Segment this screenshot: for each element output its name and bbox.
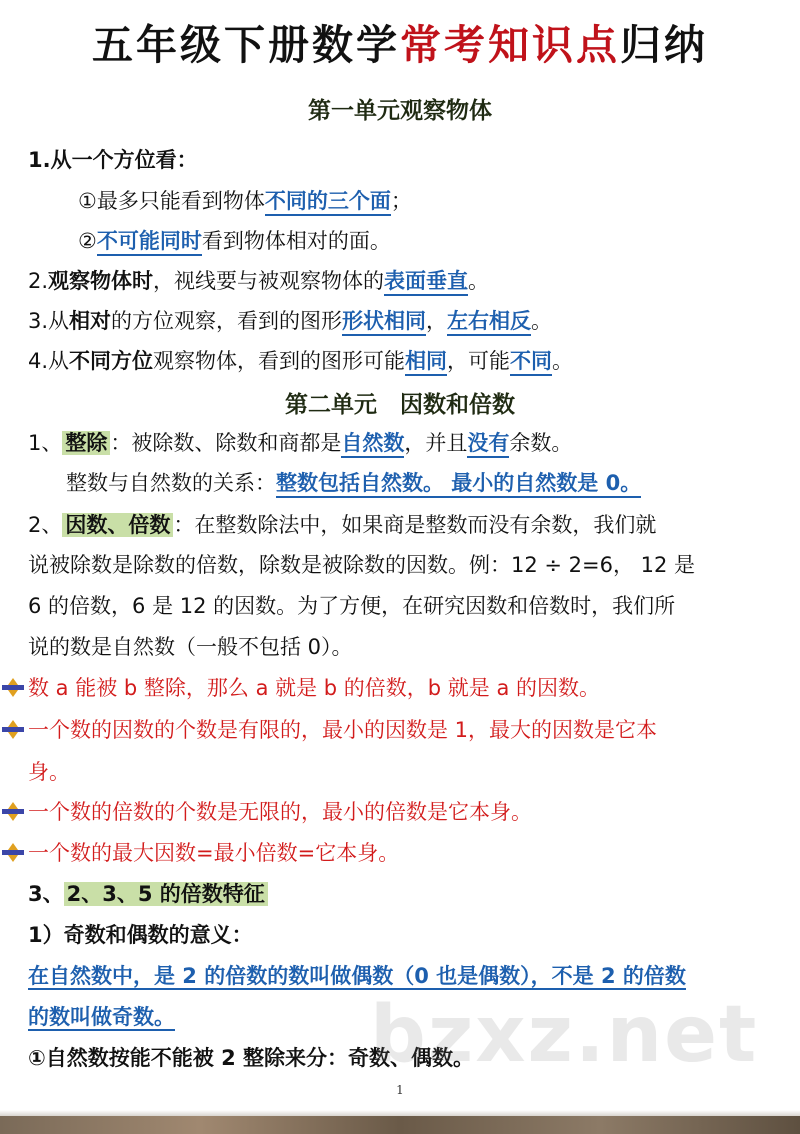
unit2-section2-line2: 说被除数是除数的倍数，除数是被除数的因数。例：12 ÷ 2=6， 12 是 — [28, 553, 696, 577]
page-title: 五年级下册数学常考知识点归纳 — [92, 21, 708, 69]
unit1-point3: 3.从相对的方位观察，看到的图形形状相同，左右相反。 — [28, 306, 552, 336]
unit2-section2-line1: 2、 因数、倍数 ：在整数除法中，如果商是整数而没有余数，我们就 — [28, 513, 657, 537]
unit1-point1b: ②不可能同时看到物体相对的面。 — [78, 226, 391, 256]
arrow-bullet-icon — [2, 800, 24, 822]
red-point-2-cont: 身。 — [28, 760, 70, 784]
unit2-section3: 3、 2、3、5 的倍数特征 — [28, 879, 268, 909]
arrow-bullet-icon — [2, 841, 24, 863]
unit2-section3-def-line2: 的数叫做奇数。 — [28, 1005, 175, 1029]
unit1-point1: 1.从一个方位看： — [28, 148, 198, 172]
unit2-heading: 第二单元 因数和倍数 — [285, 391, 515, 418]
unit2-section3-def-line1: 在自然数中，是 2 的倍数的数叫做偶数（0 也是偶数），不是 2 的倍数 — [28, 964, 686, 988]
page-bottom-edge — [0, 1116, 800, 1134]
red-point-3: 一个数的倍数的个数是无限的，最小的倍数是它本身。 — [28, 800, 532, 824]
unit2-section2-line3: 6 的倍数，6 是 12 的因数。为了方便，在研究因数和倍数时，我们所 — [28, 594, 676, 618]
unit2-section1: 1、 整除 ：被除数、除数和商都是自然数，并且没有余数。 — [28, 428, 572, 458]
unit1-point4: 4.从不同方位观察物体，看到的图形可能相同，可能不同。 — [28, 346, 573, 376]
arrow-bullet-icon — [2, 676, 24, 698]
watermark: bzxz.net — [370, 990, 759, 1080]
unit2-section1-relation: 整数与自然数的关系：整数包括自然数。 最小的自然数是 0。 — [66, 468, 641, 498]
red-point-2: 一个数的因数的个数是有限的，最小的因数是 1，最大的因数是它本 — [28, 718, 658, 742]
unit1-point2: 2.观察物体时，视线要与被观察物体的表面垂直。 — [28, 266, 489, 296]
unit2-section2-line4: 说的数是自然数（一般不包括 0）。 — [28, 635, 353, 659]
red-point-4: 一个数的最大因数=最小倍数=它本身。 — [28, 841, 400, 865]
page-number: 1 — [396, 1083, 404, 1097]
unit1-point1a: ①最多只能看到物体不同的三个面； — [78, 186, 412, 216]
unit2-section3-sub1: 1）奇数和偶数的意义： — [28, 923, 253, 947]
unit1-heading: 第一单元观察物体 — [308, 97, 492, 124]
unit2-section3-sub2: ①自然数按能不能被 2 整除来分：奇数、偶数。 — [28, 1046, 475, 1070]
arrow-bullet-icon — [2, 718, 24, 740]
red-point-1: 数 a 能被 b 整除，那么 a 就是 b 的倍数，b 就是 a 的因数。 — [28, 676, 601, 700]
